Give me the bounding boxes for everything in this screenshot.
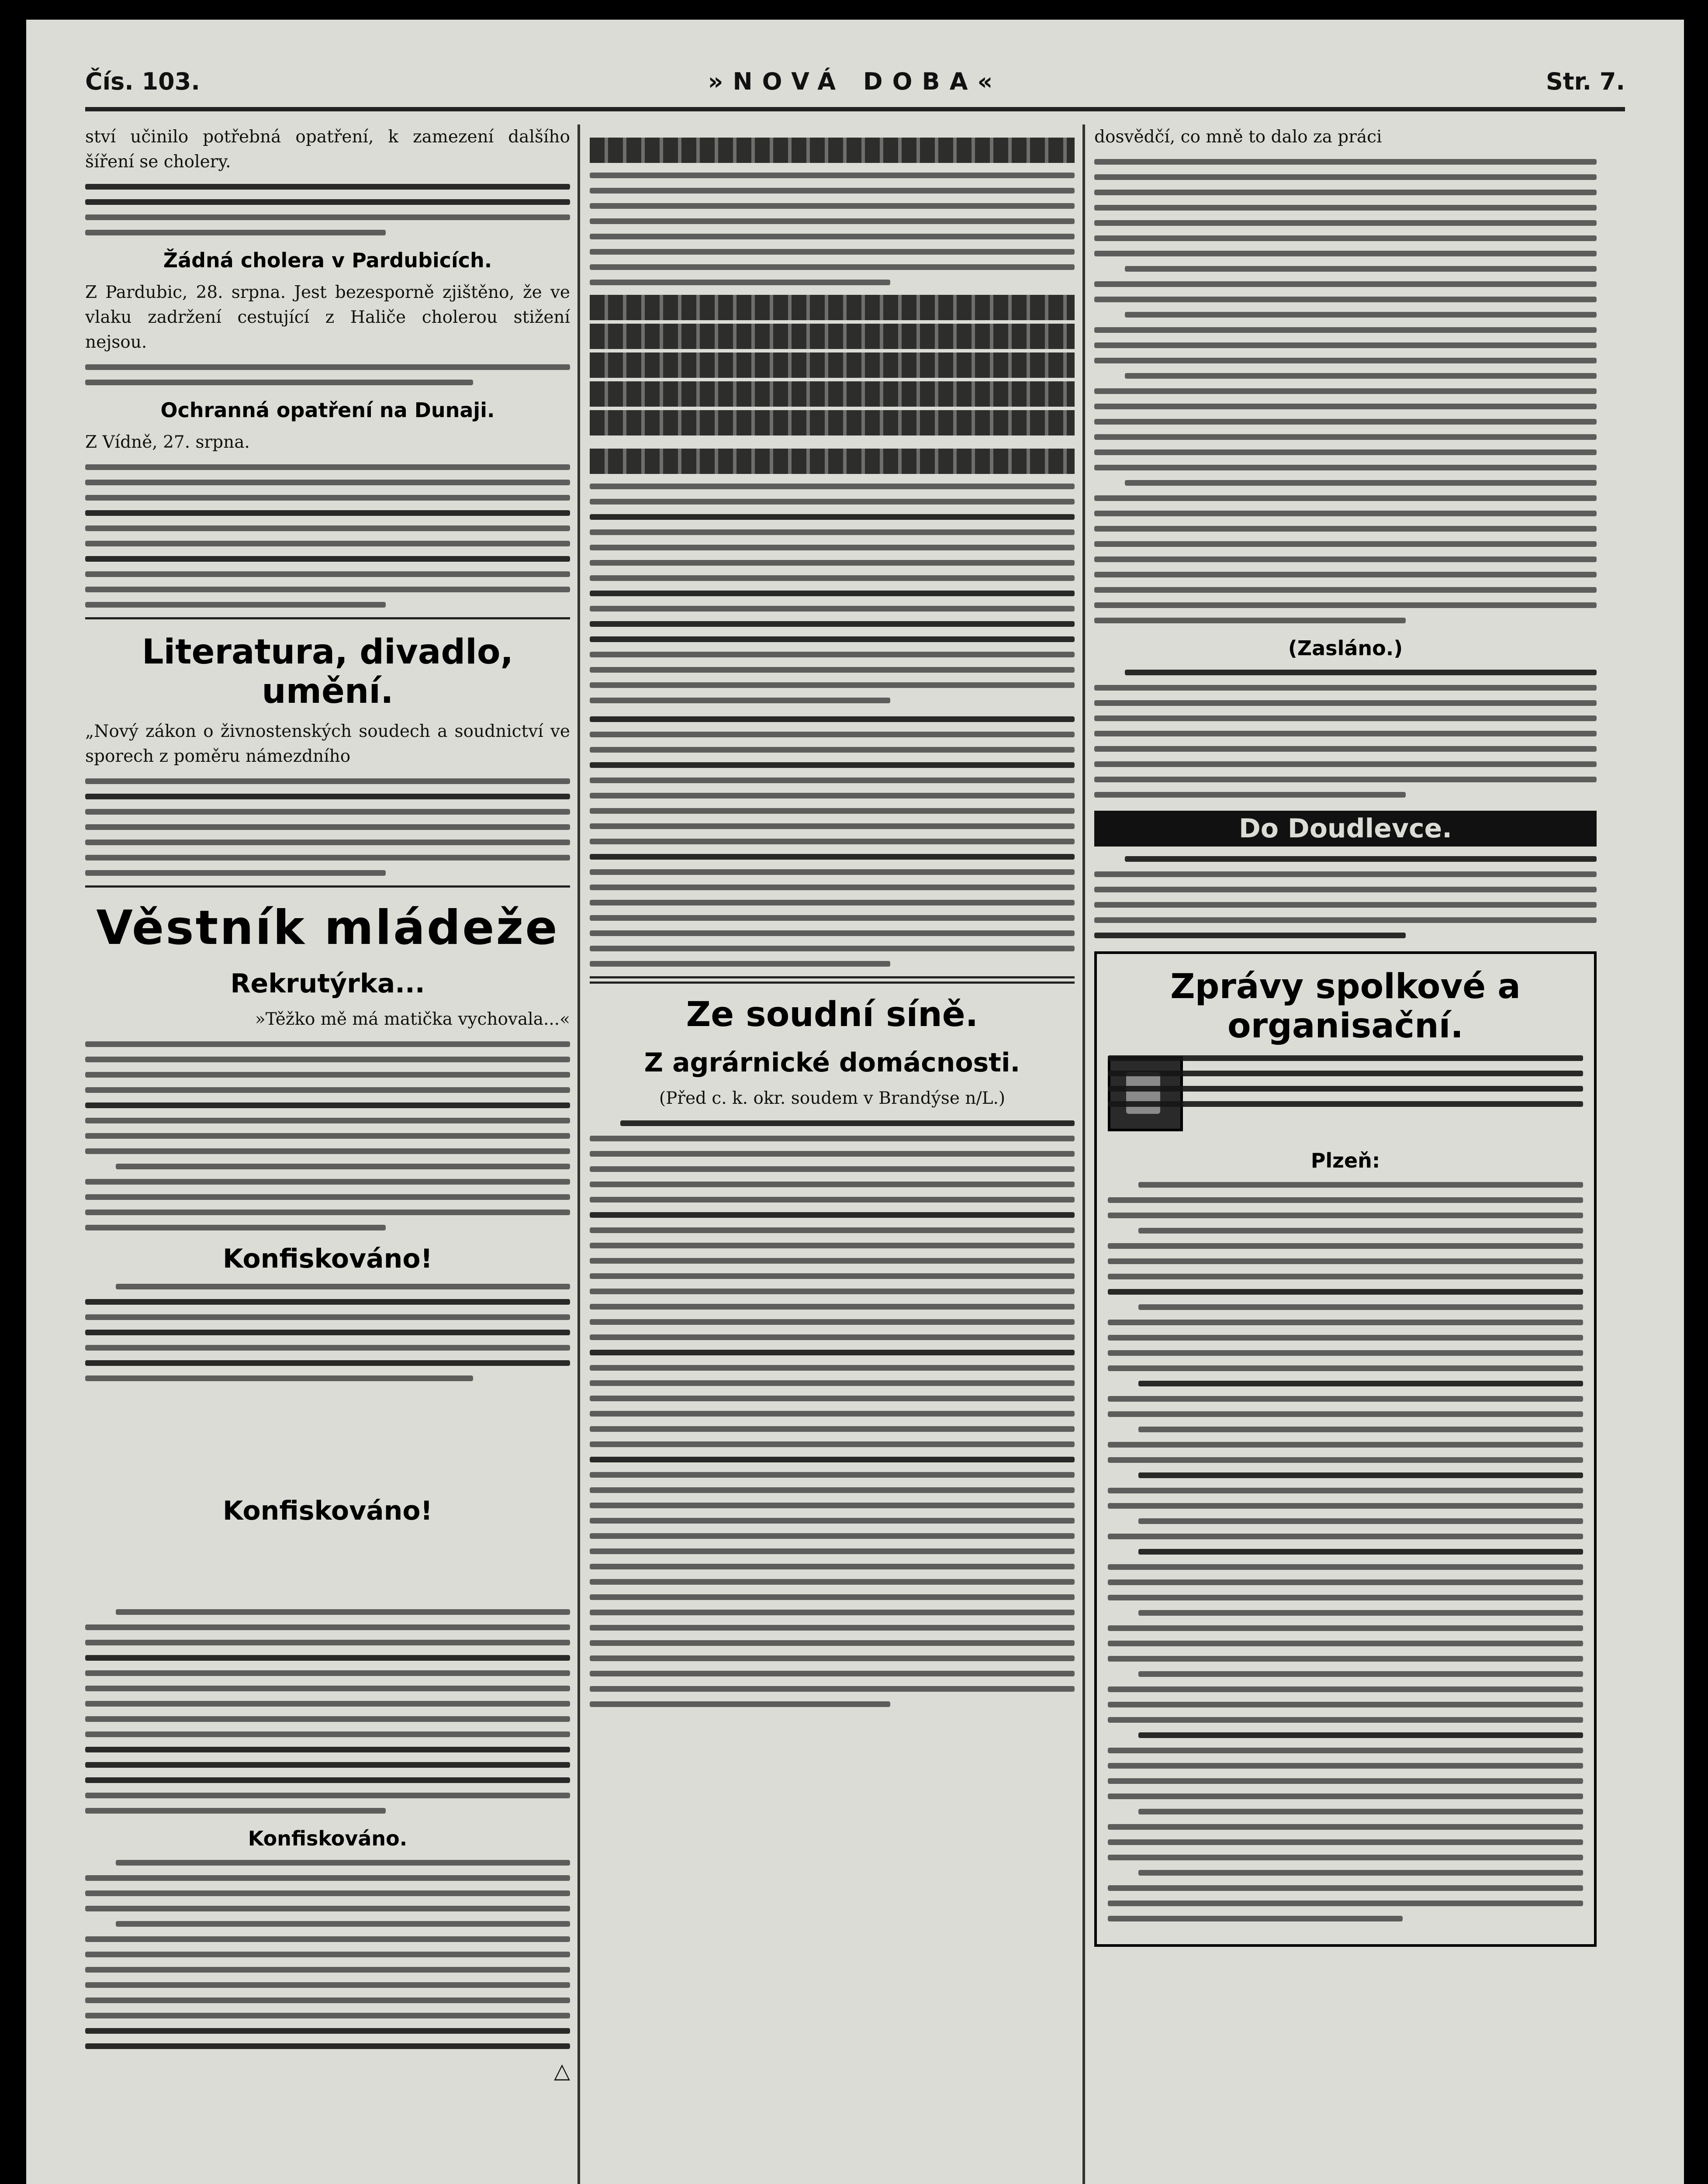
text-line <box>85 1808 386 1814</box>
censored-heading: Konfiskováno. <box>248 1827 408 1850</box>
section-heading: Zprávy spolkové a organisační. <box>1170 967 1521 1046</box>
text-line <box>1094 205 1597 211</box>
text-line <box>1108 1350 1583 1356</box>
text-line <box>590 682 1075 688</box>
text-line <box>590 1151 1075 1157</box>
text-line <box>1094 495 1597 501</box>
text-line <box>85 1777 570 1783</box>
text-line <box>85 587 570 592</box>
text-line <box>85 230 386 235</box>
text-line <box>1094 465 1597 470</box>
text-line <box>590 1319 1075 1325</box>
text-line <box>590 747 1075 753</box>
article-text: „Nový zákon o živnostenských soudech a soudnictví ve sporech z poměru námezdního <box>85 722 570 766</box>
text-line <box>590 1594 1075 1600</box>
text-line <box>85 1936 570 1942</box>
text-line <box>85 1731 570 1737</box>
censored-gap <box>85 1391 570 1482</box>
text-line <box>590 484 1075 489</box>
text-line <box>1094 587 1597 593</box>
text-line <box>590 961 890 967</box>
text-line <box>85 855 570 860</box>
article-heading: Z agrárnické domácnosti. <box>644 1047 1020 1078</box>
text-line <box>1094 556 1597 562</box>
text-line <box>590 545 1075 550</box>
text-line <box>1094 541 1597 547</box>
text-line <box>1094 715 1597 721</box>
text-line <box>1108 1411 1583 1417</box>
text-line <box>1094 526 1597 532</box>
text-line <box>1108 1365 1583 1371</box>
text-line <box>590 188 1075 194</box>
text-line <box>1094 700 1597 706</box>
text-line <box>1108 1794 1583 1799</box>
text-line <box>1125 266 1597 272</box>
text-line <box>1108 1916 1403 1921</box>
text-line <box>1094 572 1597 577</box>
text-line <box>590 591 1075 596</box>
text-line <box>1108 1534 1583 1539</box>
text-line <box>85 510 570 516</box>
newspaper-title: »NOVÁ DOBA« <box>708 68 1003 95</box>
article-text: Z Vídně, 27. srpna. <box>85 432 250 452</box>
article-subheading: (Před c. k. okr. soudem v Brandýse n/L.) <box>659 1089 1006 1108</box>
text-line <box>85 2043 570 2049</box>
section-heading: Ze soudní síně. <box>686 995 978 1034</box>
heading-band <box>590 449 1075 474</box>
section-rule <box>85 885 570 888</box>
article-heading: Žádná cholera v Pardubicích. <box>163 249 492 272</box>
text-line <box>85 380 473 385</box>
text-line <box>1108 1855 1583 1860</box>
text-line <box>1094 358 1597 363</box>
text-line <box>590 218 1075 224</box>
text-line <box>590 1701 890 1707</box>
text-line <box>85 870 386 876</box>
text-line <box>590 716 1075 722</box>
text-line <box>1094 871 1597 877</box>
text-line <box>1094 434 1597 440</box>
text-line <box>85 1087 570 1093</box>
text-line <box>1094 404 1597 409</box>
text-line <box>590 514 1075 520</box>
text-line <box>1094 449 1597 455</box>
text-line <box>590 667 1075 673</box>
text-line <box>1108 1656 1583 1662</box>
text-line <box>1138 1809 1583 1814</box>
column-right <box>1094 124 1597 2184</box>
text-line <box>85 794 570 799</box>
text-line <box>590 823 1075 829</box>
end-mark: △ <box>554 2059 570 2083</box>
section-rule <box>590 976 1075 978</box>
text-line <box>590 854 1075 860</box>
text-line <box>85 525 570 531</box>
text-line <box>590 1487 1075 1493</box>
censored-gap <box>85 1534 570 1600</box>
text-line <box>590 839 1075 844</box>
text-line <box>1108 1824 1583 1830</box>
article-text: Z Pardubic, 28. srpna. Jest bezesporně zjištěno, že ve vlaku zadržení cestující z Haliče cholerou stižení nejsou. <box>85 283 570 352</box>
column-middle <box>590 124 1075 2184</box>
text-line <box>1138 1228 1583 1234</box>
text-line <box>85 1982 570 1988</box>
text-line <box>1094 602 1597 608</box>
text-line <box>590 1304 1075 1310</box>
text-line <box>590 1441 1075 1447</box>
text-line <box>116 1860 570 1866</box>
text-line <box>85 214 570 220</box>
text-line <box>116 1921 570 1927</box>
article-heading: Do Doudlevce. <box>1094 811 1597 847</box>
text-line <box>1108 1901 1583 1906</box>
section-rule <box>85 617 570 619</box>
text-line <box>590 499 1075 505</box>
text-line <box>590 621 1075 627</box>
text-line <box>1108 1101 1583 1107</box>
text-line <box>1094 511 1597 516</box>
text-line <box>1094 761 1597 767</box>
text-line <box>1094 685 1597 691</box>
article-heading: Rekrutýrka... <box>230 968 425 999</box>
text-line <box>85 1762 570 1768</box>
heading-band <box>590 410 1075 435</box>
text-line <box>590 1411 1075 1417</box>
text-line <box>590 1655 1075 1661</box>
text-line <box>590 900 1075 905</box>
text-line <box>85 1209 570 1215</box>
text-line <box>85 1345 570 1351</box>
text-line <box>1094 174 1597 180</box>
text-line <box>590 636 1075 642</box>
text-line <box>85 1360 570 1366</box>
text-line <box>1094 388 1597 394</box>
text-line <box>590 1426 1075 1432</box>
text-line <box>1108 1442 1583 1448</box>
text-line <box>1125 856 1597 862</box>
text-line <box>590 606 1075 612</box>
text-line <box>590 203 1075 209</box>
text-line <box>85 1624 570 1630</box>
text-line <box>590 1579 1075 1585</box>
text-line <box>590 575 1075 581</box>
article-text: dosvědčí, co mně to dalo za práci <box>1094 127 1382 147</box>
text-line <box>85 1314 570 1320</box>
article-heading: Plzeň: <box>1310 1149 1380 1172</box>
heading-band <box>590 324 1075 349</box>
text-line <box>85 1148 570 1154</box>
text-line <box>85 840 570 845</box>
pointing-hand-icon <box>1108 1056 1183 1131</box>
text-line <box>590 1212 1075 1218</box>
text-line <box>85 1747 570 1752</box>
text-line <box>85 2013 570 2018</box>
text-line <box>85 1793 570 1798</box>
text-line <box>85 1997 570 2003</box>
epigraph: »Těžko mě má matička vychovala...« <box>255 1009 570 1029</box>
text-line <box>85 1640 570 1645</box>
text-line <box>590 1640 1075 1646</box>
text-line <box>590 698 890 703</box>
text-line <box>85 1179 570 1185</box>
article-heading: Ochranná opatření na Dunaji. <box>160 398 495 422</box>
text-line <box>1108 1885 1583 1891</box>
text-line <box>85 1072 570 1078</box>
announcement-box <box>1094 951 1597 1947</box>
text-line <box>85 1875 570 1881</box>
issue-number: Čís. 103. <box>85 68 200 95</box>
text-line <box>1108 1686 1583 1692</box>
text-line <box>590 1136 1075 1141</box>
text-line <box>1108 1258 1583 1264</box>
text-line <box>1108 1335 1583 1341</box>
text-line <box>590 1518 1075 1524</box>
text-line <box>85 1375 473 1381</box>
text-line <box>1094 618 1406 623</box>
text-line <box>1094 777 1597 782</box>
text-line <box>85 1118 570 1123</box>
text-line <box>1108 1702 1583 1707</box>
text-line <box>85 199 570 205</box>
article-heading: (Zasláno.) <box>1288 636 1403 660</box>
text-line <box>1138 1610 1583 1616</box>
text-line <box>85 1906 570 1911</box>
text-line <box>1094 342 1597 348</box>
heading-band <box>590 138 1075 163</box>
text-line <box>85 480 570 485</box>
heading-band <box>590 381 1075 407</box>
text-line <box>85 809 570 815</box>
text-line <box>590 762 1075 768</box>
text-line <box>1094 902 1597 908</box>
text-line <box>1108 1488 1583 1493</box>
text-line <box>590 930 1075 936</box>
censored-heading: Konfiskováno! <box>223 1496 432 1526</box>
text-line <box>1094 297 1597 302</box>
text-line <box>1108 1503 1583 1509</box>
text-line <box>590 793 1075 798</box>
masthead <box>85 68 1625 107</box>
text-line <box>85 1967 570 1973</box>
text-line <box>85 1057 570 1062</box>
text-line <box>1108 1564 1583 1570</box>
text-line <box>1108 1071 1583 1076</box>
text-line <box>1108 1763 1583 1769</box>
text-line <box>590 1289 1075 1294</box>
text-line <box>1108 1086 1583 1092</box>
text-line <box>1094 731 1597 736</box>
text-line <box>590 173 1075 178</box>
text-line <box>590 1548 1075 1554</box>
text-line <box>85 602 386 608</box>
text-line <box>590 234 1075 239</box>
text-line <box>590 1686 1075 1692</box>
text-line <box>1094 917 1597 923</box>
text-line <box>1108 1641 1583 1646</box>
text-line <box>1094 746 1597 752</box>
text-line <box>590 280 890 285</box>
text-line <box>590 264 1075 270</box>
text-line <box>85 1701 570 1707</box>
text-line <box>85 1670 570 1676</box>
text-line <box>590 1457 1075 1462</box>
text-line <box>1138 1304 1583 1310</box>
text-line <box>1138 1549 1583 1555</box>
text-line <box>85 495 570 501</box>
text-line <box>590 732 1075 737</box>
text-line <box>85 1299 570 1305</box>
text-line <box>1108 1625 1583 1631</box>
text-line <box>1108 1839 1583 1845</box>
text-line <box>590 1380 1075 1386</box>
text-line <box>590 885 1075 890</box>
text-line <box>590 1334 1075 1340</box>
text-line <box>85 1890 570 1896</box>
text-line <box>1108 1579 1583 1585</box>
heading-band <box>590 295 1075 320</box>
text-line <box>590 1503 1075 1508</box>
text-line <box>590 1472 1075 1478</box>
text-line <box>590 249 1075 255</box>
text-line <box>1108 1457 1583 1463</box>
text-line <box>590 808 1075 814</box>
text-line <box>116 1164 570 1169</box>
text-line <box>590 946 1075 951</box>
text-line <box>1094 190 1597 195</box>
text-line <box>1138 1381 1583 1386</box>
text-line <box>85 778 570 784</box>
text-line <box>85 1655 570 1661</box>
text-line <box>1094 281 1597 287</box>
section-heading: Věstník mládeže <box>96 901 559 955</box>
text-line <box>85 1225 386 1230</box>
text-line <box>85 571 570 577</box>
text-line <box>1138 1671 1583 1677</box>
text-line <box>1125 312 1597 318</box>
text-line <box>1094 220 1597 226</box>
text-line <box>1108 1197 1583 1203</box>
text-line <box>1138 1472 1583 1478</box>
text-line <box>1094 792 1406 798</box>
text-line <box>1138 1732 1583 1738</box>
text-line <box>1094 235 1597 241</box>
header-rule <box>85 107 1625 111</box>
column-left <box>85 124 570 2184</box>
text-line <box>85 1952 570 1957</box>
newspaper-page <box>26 20 1684 2184</box>
text-line <box>590 1564 1075 1569</box>
text-line <box>590 778 1075 783</box>
text-line <box>590 1365 1075 1371</box>
text-line <box>85 556 570 562</box>
text-line <box>590 869 1075 875</box>
text-line <box>1108 1055 1583 1061</box>
text-line <box>1108 1396 1583 1402</box>
text-line <box>1125 373 1597 379</box>
text-line <box>590 1396 1075 1401</box>
text-line <box>590 1533 1075 1539</box>
text-line <box>85 1041 570 1047</box>
text-line <box>1094 933 1406 938</box>
section-heading: Literatura, divadlo, umění. <box>142 632 514 711</box>
text-line <box>590 915 1075 921</box>
text-line <box>590 529 1075 535</box>
text-line <box>116 1284 570 1289</box>
text-line <box>620 1120 1075 1126</box>
text-line <box>590 652 1075 657</box>
text-line <box>85 1686 570 1691</box>
text-line <box>85 464 570 470</box>
text-line <box>590 1166 1075 1172</box>
text-line <box>1138 1518 1583 1524</box>
text-line <box>590 1258 1075 1264</box>
text-line <box>1108 1213 1583 1218</box>
text-line <box>1108 1717 1583 1723</box>
text-line <box>590 1197 1075 1203</box>
text-line <box>1094 327 1597 333</box>
column-divider <box>1082 124 1085 2184</box>
text-line <box>1138 1182 1583 1188</box>
censored-heading: Konfiskováno! <box>223 1244 432 1274</box>
text-line <box>590 1350 1075 1355</box>
text-line <box>590 1182 1075 1187</box>
text-line <box>1108 1595 1583 1600</box>
column-divider <box>577 124 580 2184</box>
text-line <box>85 184 570 190</box>
text-line <box>590 1243 1075 1248</box>
text-line <box>85 824 570 830</box>
text-line <box>1094 887 1597 892</box>
text-line <box>1094 251 1597 256</box>
text-line <box>1108 1320 1583 1325</box>
page-number: Str. 7. <box>1545 68 1625 95</box>
text-line <box>1108 1274 1583 1279</box>
text-line <box>1094 419 1597 425</box>
text-line <box>590 1227 1075 1233</box>
text-line <box>1108 1778 1583 1784</box>
text-line <box>85 1102 570 1108</box>
text-line <box>590 1625 1075 1631</box>
text-line <box>1138 1870 1583 1876</box>
text-line <box>85 364 570 370</box>
text-line <box>85 541 570 546</box>
text-line <box>85 1133 570 1139</box>
text-line <box>1108 1243 1583 1249</box>
heading-band <box>590 352 1075 378</box>
text-line <box>1108 1748 1583 1753</box>
text-line <box>1094 159 1597 165</box>
text-line <box>85 1330 570 1335</box>
article-text: ství učinilo potřebná opatření, k zamezení dalšího šíření se cholery. <box>85 127 570 172</box>
text-line <box>590 560 1075 566</box>
text-line <box>116 1609 570 1615</box>
text-line <box>1125 480 1597 486</box>
text-line <box>85 2028 570 2034</box>
text-line <box>1138 1427 1583 1432</box>
text-line <box>85 1716 570 1722</box>
text-line <box>590 1610 1075 1615</box>
text-line <box>590 1671 1075 1676</box>
text-line <box>1108 1289 1583 1295</box>
text-line <box>85 1194 570 1200</box>
text-line <box>1125 670 1597 675</box>
text-line <box>590 1273 1075 1279</box>
